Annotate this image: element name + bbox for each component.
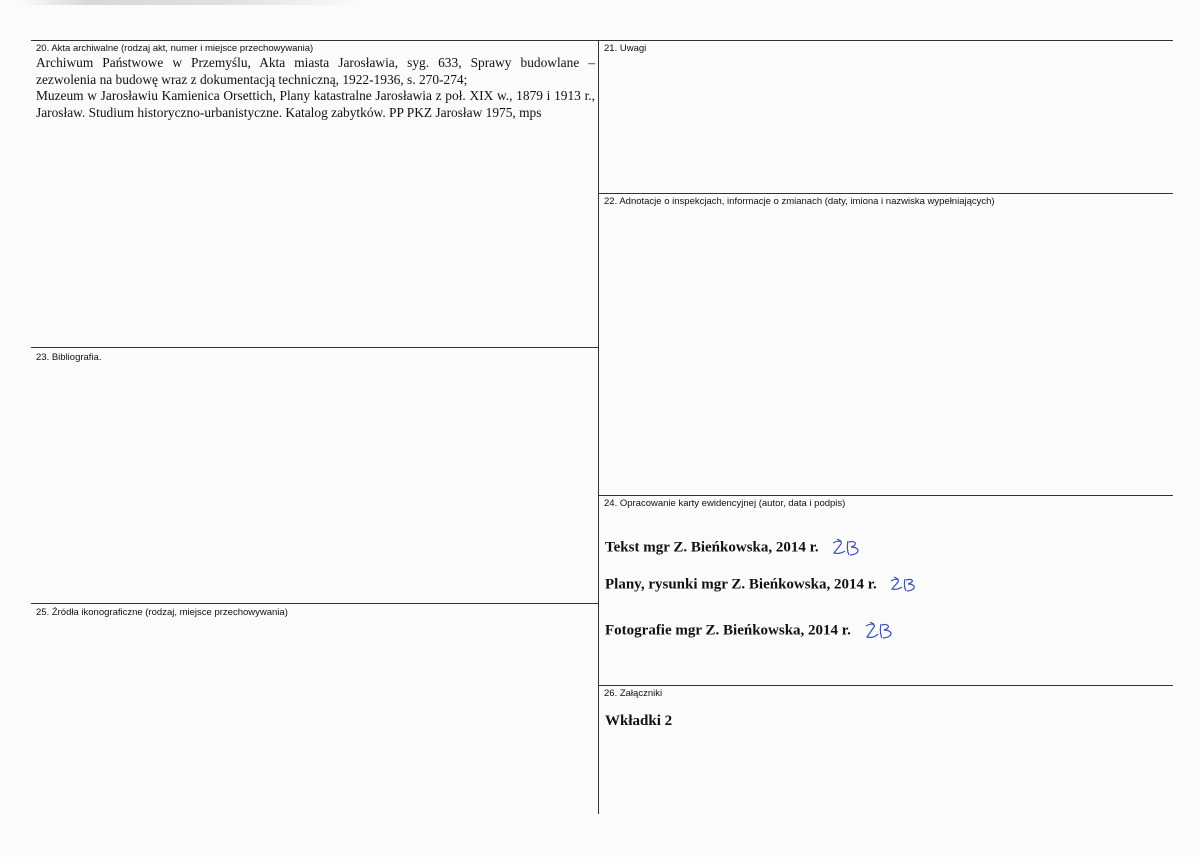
signature-initials — [830, 537, 866, 559]
rule-22 — [598, 193, 1173, 194]
author-text-line — [605, 537, 866, 559]
author-text-credit: Tekst mgr Z. Bieńkowska, 2014 r. — [605, 539, 819, 556]
section-24-label: 24. Opracowanie karty ewidencyjnej (autor, data i podpis) — [604, 498, 846, 509]
author-drawings-credit: Plany, rysunki mgr Z. Bieńkowska, 2014 r. — [605, 576, 877, 593]
section-23-label: 23. Bibliografia. — [36, 352, 102, 363]
section-25-label: 25. Źródła ikonograficzne (rodzaj, miejsce przechowywania) — [36, 607, 288, 618]
archival-paragraph-1: Archiwum Państwowe w Przemyślu, Akta miasta Jarosławia, syg. 633, Sprawy budowlane – zezwolenia na budowę wraz z dokumentacją techniczną, 1922-1936, s. 270-274; — [36, 55, 595, 87]
rule-26 — [598, 685, 1173, 686]
author-drawings-line — [605, 575, 922, 595]
signature-initials — [863, 619, 899, 643]
section-21-label: 21. Uwagi — [604, 43, 647, 54]
section-26-label: 26. Załączniki — [604, 688, 663, 699]
rule-25 — [31, 603, 598, 604]
archival-paragraph-2: Muzeum w Jarosławiu Kamienica Orsettich, Plany katastralne Jarosławia z poł. XIX w., 1879 i 1913 r., Jarosław. Studium historyczno-urbanistyczne. Katalog zabytków. PP PKZ Jarosław 1975, mps — [36, 88, 595, 120]
section-22-label: 22. Adnotacje o inspekcjach, informacje o zmianach (daty, imiona i nazwiska wypełniających) — [604, 196, 995, 207]
rule-24 — [598, 495, 1173, 496]
author-photos-line — [605, 619, 899, 643]
section-20-label: 20. Akta archiwalne (rodzaj akt, numer i miejsce przechowywania) — [36, 43, 314, 54]
archival-records-text — [36, 55, 595, 121]
author-photos-credit: Fotografie mgr Z. Bieńkowska, 2014 r. — [605, 622, 851, 639]
attachments-content: Wkładki 2 — [605, 713, 673, 729]
center-divider — [598, 40, 599, 814]
top-rule — [31, 40, 1173, 41]
scan-artifact — [20, 0, 360, 5]
rule-23 — [31, 347, 598, 348]
signature-initials — [888, 575, 922, 595]
